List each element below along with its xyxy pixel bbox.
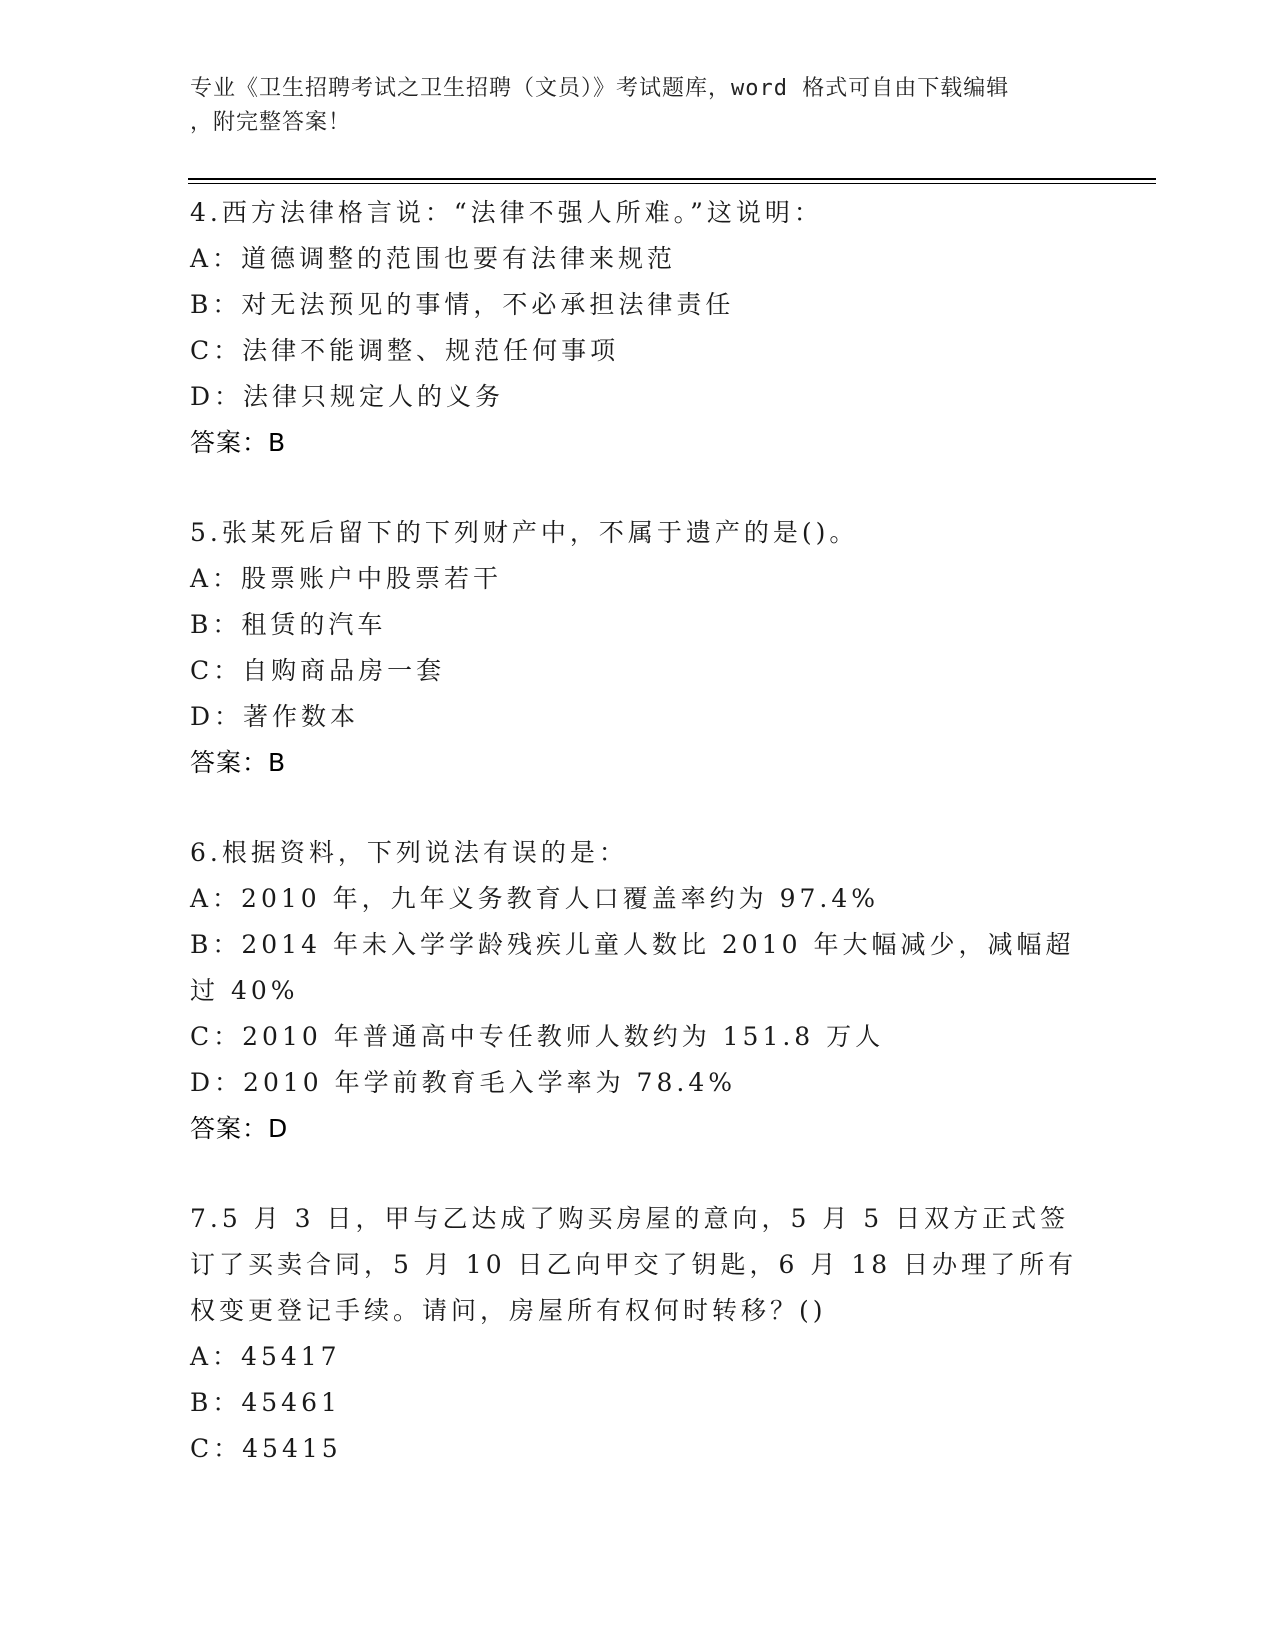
option-a: A：45417 bbox=[190, 1342, 341, 1371]
answer-line: 答案：D bbox=[190, 1114, 289, 1143]
question-stem: 5.张某死后留下的下列财产中，不属于遗产的是()。 bbox=[190, 518, 859, 547]
option-b: B：2014 年未入学学龄残疾儿童人数比 2010 年大幅减少，减幅超过 40% bbox=[190, 930, 1075, 1005]
question-spacer bbox=[190, 466, 1090, 510]
option-b: B：45461 bbox=[190, 1388, 341, 1417]
question-spacer bbox=[190, 1152, 1090, 1196]
question-list bbox=[190, 190, 1090, 1472]
option-d: D：著作数本 bbox=[190, 702, 360, 731]
option-b: B：租赁的汽车 bbox=[190, 610, 387, 639]
option-a: A：道德调整的范围也要有法律来规范 bbox=[190, 244, 677, 273]
question-stem: 4.西方法律格言说：“法律不强人所难。”这说明： bbox=[190, 198, 823, 227]
question-stem: 7.5 月 3 日，甲与乙达成了购买房屋的意向，5 月 5 日双方正式签订了买卖合同，5 月 10 日乙向甲交了钥匙，6 月 18 日办理了所有权变更登记手续。请问，房屋所有权何时转移？() bbox=[190, 1204, 1078, 1325]
question-7 bbox=[190, 1196, 1090, 1472]
option-a: A：2010 年，九年义务教育人口覆盖率约为 97.4% bbox=[190, 884, 879, 913]
question-spacer bbox=[190, 786, 1090, 830]
option-a: A：股票账户中股票若干 bbox=[190, 564, 503, 593]
header-line-2: ，附完整答案！ bbox=[190, 110, 352, 135]
option-b: B：对无法预见的事情，不必承担法律责任 bbox=[190, 290, 735, 319]
option-d: D：2010 年学前教育毛入学率为 78.4% bbox=[190, 1068, 736, 1097]
answer-line: 答案：B bbox=[190, 428, 287, 457]
option-c: C：自购商品房一套 bbox=[190, 656, 446, 685]
header-divider-thin bbox=[188, 183, 1156, 184]
header-divider-thick bbox=[188, 178, 1156, 180]
option-d: D：法律只规定人的义务 bbox=[190, 382, 505, 411]
option-c: C：法律不能调整、规范任何事项 bbox=[190, 336, 620, 365]
question-5 bbox=[190, 510, 1090, 786]
answer-line: 答案：B bbox=[190, 748, 287, 777]
header-line-1: 专业《卫生招聘考试之卫生招聘（文员）》考试题库，word 格式可自由下载编辑 bbox=[190, 76, 1010, 101]
option-c: C：45415 bbox=[190, 1434, 342, 1463]
question-4 bbox=[190, 190, 1090, 466]
question-stem: 6.根据资料，下列说法有误的是： bbox=[190, 838, 628, 867]
question-6 bbox=[190, 830, 1090, 1152]
document-header bbox=[190, 72, 1090, 140]
option-c: C：2010 年普通高中专任教师人数约为 151.8 万人 bbox=[190, 1022, 885, 1051]
